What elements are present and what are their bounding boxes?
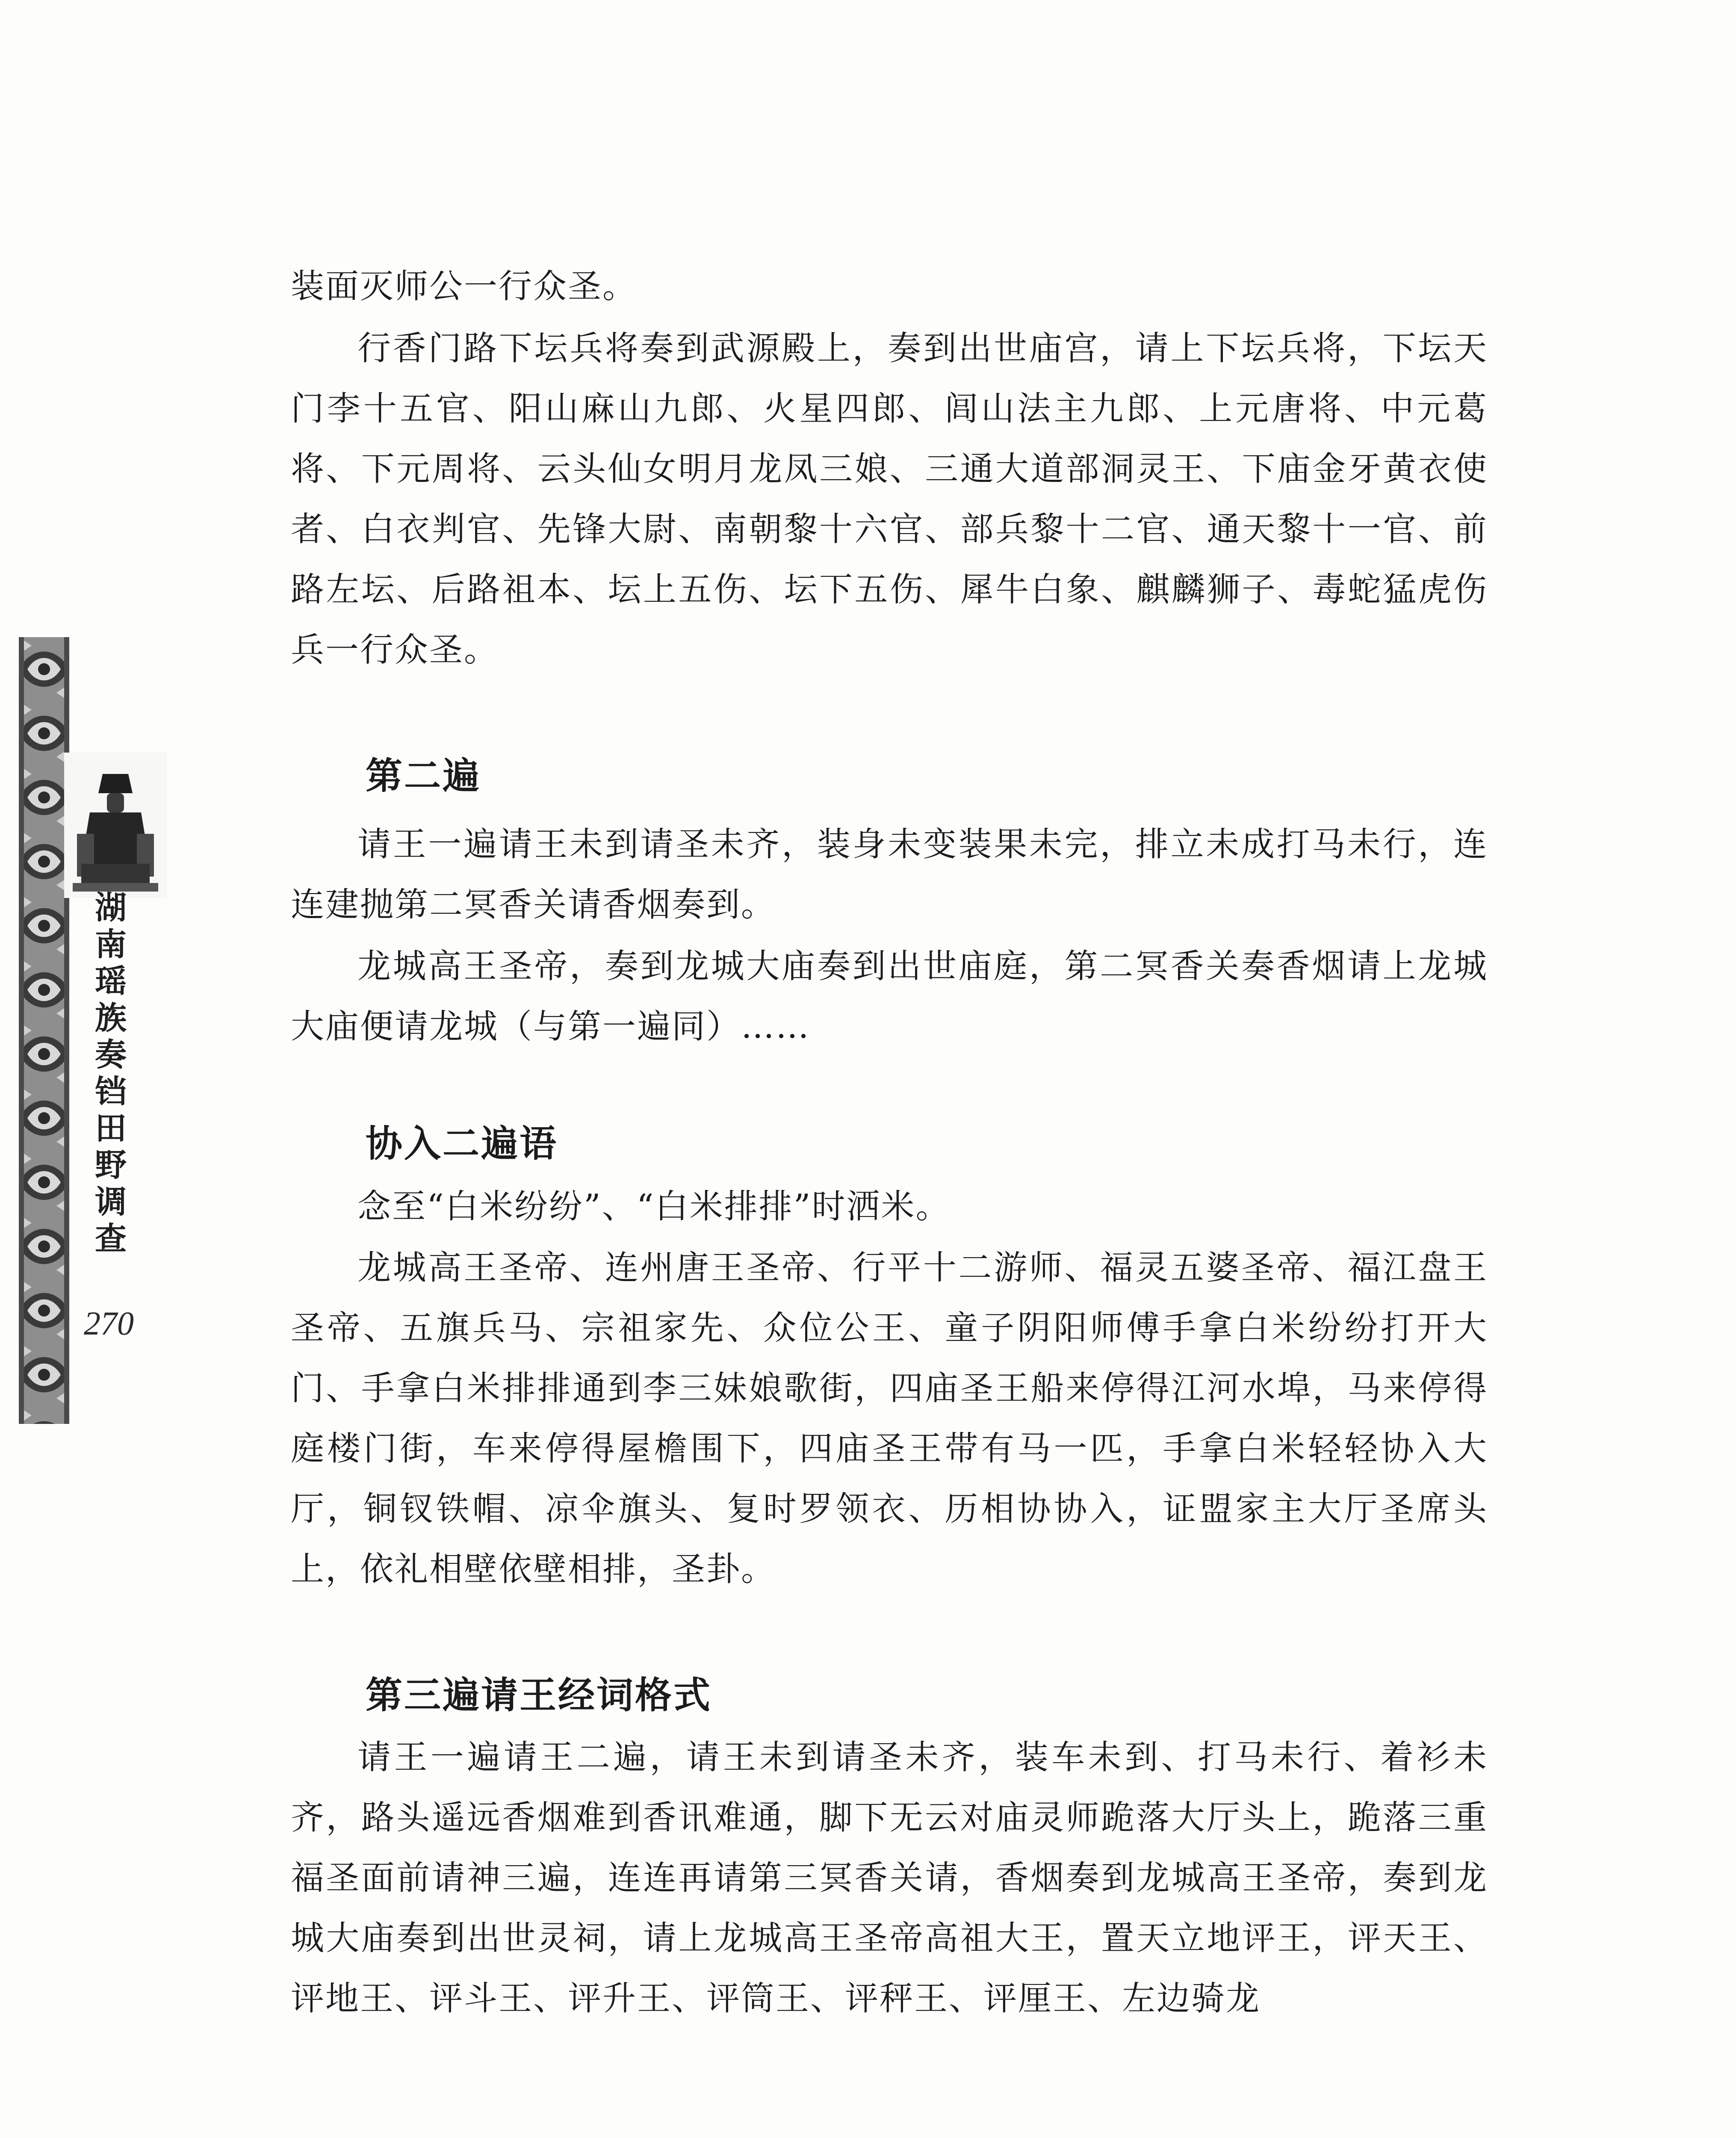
section-heading: 第二遍 <box>366 754 481 797</box>
paragraph: 行香门路下坛兵将奏到武源殿上，奏到出世庙宫，请上下坛兵将，下坛天门李十五官、阳山麻山九郎、火星四郎、闾山法主九郎、上元唐将、中元葛将、下元周将、云头仙女明月龙凤三娘、三通大道部洞灵王、下庙金牙黄衣使者、白衣判官、先锋大尉、南朝黎十六官、部兵黎十二官、通天黎十一官、前路左坛、后路祖本、坛上五伤、坛下五伤、犀牛白象、麒麟狮子、毒蛇猛虎伤兵一行众圣。 <box>291 329 1488 669</box>
ornament-pattern-icon <box>19 637 69 1424</box>
seated-deity-figure-icon <box>64 753 167 898</box>
paragraph: 请王一遍请王二遍，请王未到请圣未齐，装车未到、打马未行、着衫未齐，路头遥远香烟难到香讯难通，脚下无云对庙灵师跪落大厅头上，跪落三重福圣面前请神三遍，连连再请第三冥香关请，香烟奏到龙城高王圣帝，奏到龙城大庙奏到出世灵祠，请上龙城高王圣帝高祖大王，置天立地评王，评天王、评地王、评斗王、评升王、评筒王、评秤王、评厘王、左边骑龙 <box>291 1738 1488 2018</box>
section-heading: 协入二遍语 <box>366 1122 558 1165</box>
page-number: 270 <box>84 1305 134 1342</box>
section-heading: 第三遍请王经词格式 <box>366 1674 712 1717</box>
book-title-vertical: 湖南瑶族奏铛田野调查 <box>95 889 127 1257</box>
paragraph: 装面灭师公一行众圣。 <box>291 267 638 306</box>
paragraph: 龙城高王圣帝，奏到龙城大庙奏到出世庙庭，第二冥香关奏香烟请上龙城大庙便请龙城（与第一遍同）…… <box>291 947 1488 1046</box>
paragraph: 龙城高王圣帝、连州唐王圣帝、行平十二游师、福灵五婆圣帝、福江盘王圣帝、五旗兵马、宗祖家先、众位公王、童子阴阳师傅手拿白米纷纷打开大门、手拿白米排排通到李三妹娘歌街，四庙圣王船来停得江河水埠，马来停得庭楼门街，车来停得屋檐围下，四庙圣王带有马一匹，手拿白米轻轻协入大厅，铜钗铁帽、凉伞旗头、复时罗领衣、历相协协入，证盟家主大厅圣席头上，依礼相壁依壁相排，圣卦。 <box>291 1249 1488 1589</box>
decorative-border-strip <box>19 637 69 1424</box>
paragraph: 请王一遍请王未到请圣未齐，装身未变装果未完，排立未成打马未行，连连建抛第二冥香关请香烟奏到。 <box>291 825 1488 924</box>
paragraph: 念至“白米纷纷”、“白米排排”时洒米。 <box>357 1187 951 1226</box>
